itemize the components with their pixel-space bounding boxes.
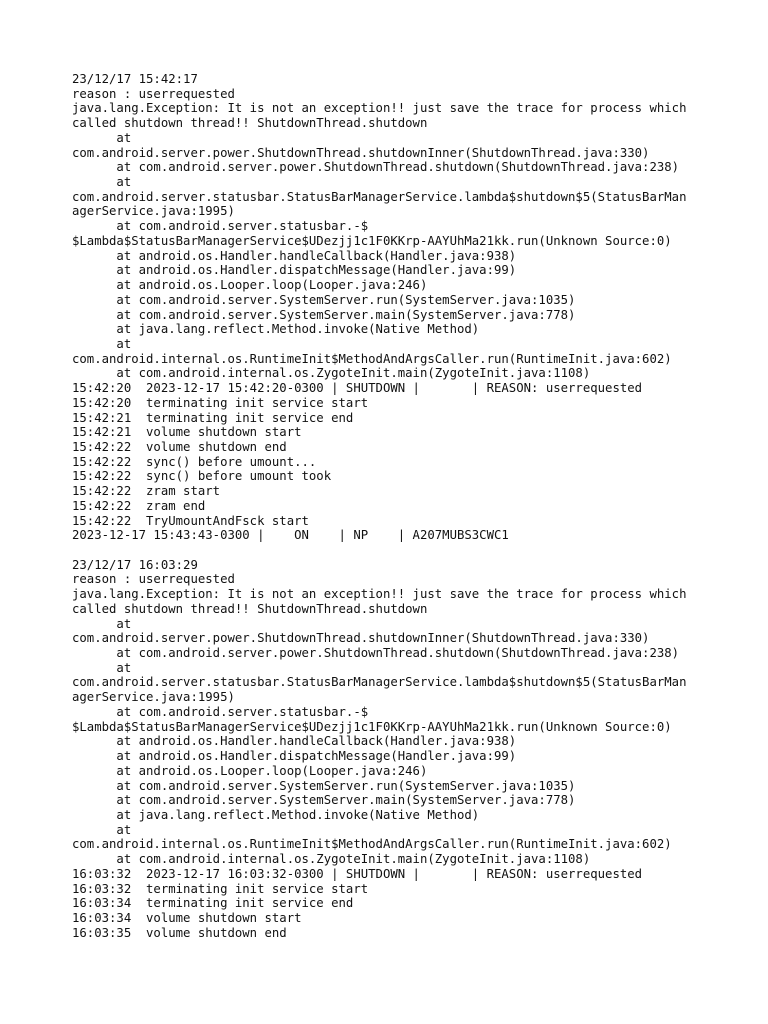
shutdown-summary-line: 15:42:20 2023-12-17 15:42:20-0300 | SHUTDOWN | | REASON: userrequested (72, 381, 643, 396)
stack-trace-line: at (72, 175, 132, 190)
exception-line: called shutdown thread!! ShutdownThread.shutdown (72, 601, 428, 616)
stack-trace-line: at android.os.Handler.dispatchMessage(Handler.java:99) (72, 749, 517, 764)
shutdown-step-line: 16:03:32 terminating init service start (72, 881, 369, 896)
entry-timestamp: 23/12/17 16:03:29 (72, 557, 198, 572)
entry-separator (72, 543, 702, 558)
stack-trace-line: at (72, 616, 132, 631)
stack-trace-line: at com.android.server.SystemServer.run(SystemServer.java:1035) (72, 292, 576, 307)
log-document (72, 72, 702, 940)
stack-trace-line: at java.lang.reflect.Method.invoke(Native Method) (72, 807, 480, 822)
stack-trace-line: at android.os.Handler.handleCallback(Handler.java:938) (72, 248, 517, 263)
stack-trace-line: agerService.java:1995) (72, 690, 235, 705)
shutdown-step-line: 15:42:22 zram end (72, 498, 206, 513)
stack-trace-line: com.android.internal.os.RuntimeInit$MethodAndArgsCaller.run(RuntimeInit.java:602) (72, 837, 672, 852)
stack-trace-line: at (72, 660, 132, 675)
stack-trace-line: $Lambda$StatusBarManagerService$UDezjj1c1F0KKrp-AAYUhMa21kk.run(Unknown Source:0) (72, 719, 672, 734)
stack-trace-line: at com.android.server.power.ShutdownThread.shutdown(ShutdownThread.java:238) (72, 160, 680, 175)
entry-timestamp: 23/12/17 15:42:17 (72, 72, 198, 86)
exception-line: java.lang.Exception: It is not an exception!! just save the trace for process which (72, 101, 687, 116)
stack-trace-line: com.android.internal.os.RuntimeInit$MethodAndArgsCaller.run(RuntimeInit.java:602) (72, 351, 672, 366)
shutdown-step-line: 16:03:35 volume shutdown end (72, 925, 287, 940)
log-entry-1 (72, 72, 702, 543)
stack-trace-line: at com.android.server.SystemServer.run(SystemServer.java:1035) (72, 778, 576, 793)
shutdown-step-line: 15:42:22 zram start (72, 484, 221, 499)
stack-trace-line: at (72, 130, 132, 145)
shutdown-step-line: 15:42:21 terminating init service end (72, 410, 354, 425)
stack-trace-line: at (72, 822, 132, 837)
stack-trace-line: at com.android.server.statusbar.-$ (72, 704, 369, 719)
boot-record-line: 2023-12-17 15:43:43-0300 | ON | NP | A207MUBS3CWC1 (72, 528, 509, 543)
stack-trace-line: agerService.java:1995) (72, 204, 235, 219)
stack-trace-line: at com.android.internal.os.ZygoteInit.main(ZygoteInit.java:1108) (72, 366, 591, 381)
stack-trace-line: at com.android.server.statusbar.-$ (72, 219, 369, 234)
stack-trace-line: at android.os.Handler.dispatchMessage(Handler.java:99) (72, 263, 517, 278)
exception-line: java.lang.Exception: It is not an exception!! just save the trace for process which (72, 587, 687, 602)
stack-trace-line: at com.android.server.SystemServer.main(SystemServer.java:778) (72, 793, 576, 808)
stack-trace-line: at android.os.Handler.handleCallback(Handler.java:938) (72, 734, 517, 749)
reason-line: reason : userrequested (72, 572, 235, 587)
stack-trace-line: at com.android.server.power.ShutdownThread.shutdown(ShutdownThread.java:238) (72, 646, 680, 661)
stack-trace-line: at (72, 336, 132, 351)
stack-trace-line: at android.os.Looper.loop(Looper.java:246) (72, 763, 428, 778)
shutdown-step-line: 15:42:20 terminating init service start (72, 395, 369, 410)
stack-trace-line: com.android.server.statusbar.StatusBarManagerService.lambda$shutdown$5(StatusBarMan (72, 675, 687, 690)
exception-line: called shutdown thread!! ShutdownThread.shutdown (72, 116, 428, 131)
shutdown-step-line: 15:42:22 TryUmountAndFsck start (72, 513, 309, 528)
log-entry-2 (72, 558, 702, 941)
shutdown-step-line: 16:03:34 terminating init service end (72, 896, 354, 911)
shutdown-step-line: 16:03:34 volume shutdown start (72, 910, 302, 925)
stack-trace-line: at java.lang.reflect.Method.invoke(Native Method) (72, 322, 480, 337)
stack-trace-line: at com.android.server.SystemServer.main(SystemServer.java:778) (72, 307, 576, 322)
shutdown-step-line: 15:42:22 sync() before umount... (72, 454, 317, 469)
shutdown-step-line: 15:42:21 volume shutdown start (72, 425, 302, 440)
stack-trace-line: com.android.server.power.ShutdownThread.shutdownInner(ShutdownThread.java:330) (72, 631, 650, 646)
stack-trace-line: at android.os.Looper.loop(Looper.java:246) (72, 278, 428, 293)
reason-line: reason : userrequested (72, 86, 235, 101)
stack-trace-line: $Lambda$StatusBarManagerService$UDezjj1c1F0KKrp-AAYUhMa21kk.run(Unknown Source:0) (72, 233, 672, 248)
stack-trace-line: com.android.server.statusbar.StatusBarManagerService.lambda$shutdown$5(StatusBarMan (72, 189, 687, 204)
shutdown-summary-line: 16:03:32 2023-12-17 16:03:32-0300 | SHUTDOWN | | REASON: userrequested (72, 866, 643, 881)
shutdown-step-line: 15:42:22 sync() before umount took (72, 469, 332, 484)
stack-trace-line: com.android.server.power.ShutdownThread.shutdownInner(ShutdownThread.java:330) (72, 145, 650, 160)
stack-trace-line: at com.android.internal.os.ZygoteInit.main(ZygoteInit.java:1108) (72, 852, 591, 867)
shutdown-step-line: 15:42:22 volume shutdown end (72, 439, 287, 454)
